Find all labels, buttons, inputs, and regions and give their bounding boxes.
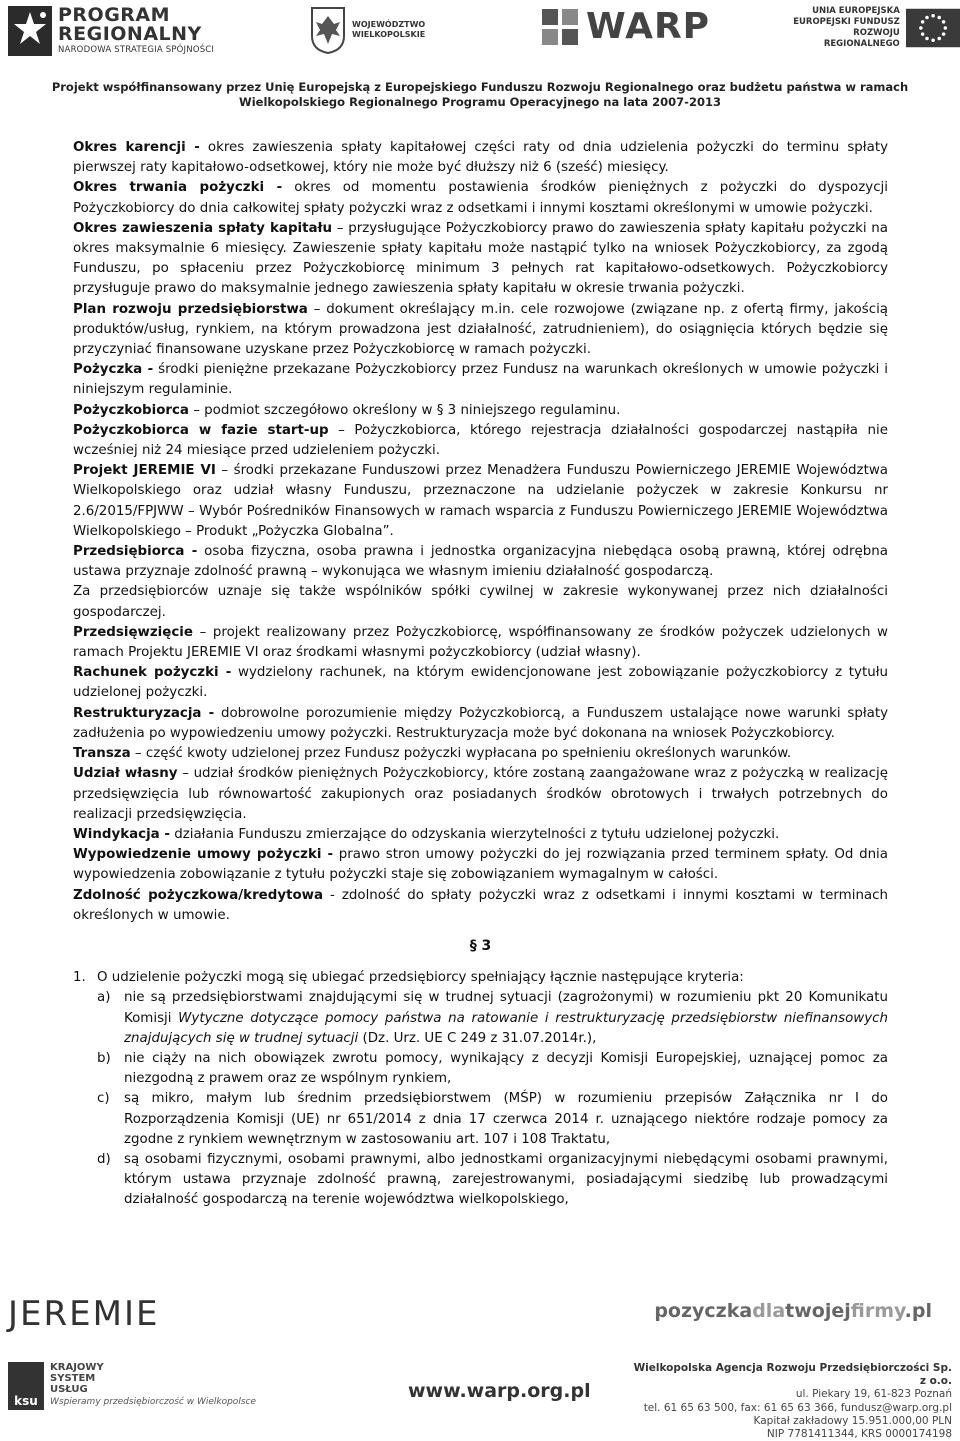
criteria-intro-text: O udzielenie pożyczki mogą się ubiegać przedsiębiorcy spełniający łącznie następujące kryteria: xyxy=(97,970,744,986)
list-item-letter: d) xyxy=(97,1151,111,1167)
definition-term: Przedsiębiorca - xyxy=(73,544,198,560)
definition-text: – projekt realizowany przez Pożyczkobiorcę, współfinansowany ze środków pożyczek udzielonych w ramach Projektu JEREMIE VI oraz środkami własnymi pożyczkobiorcy (udział własny). xyxy=(73,624,888,661)
definition-text: – przysługujące Pożyczkobiorcy prawo do zawieszenia spłaty kapitału pożyczki na okres maksymalnie 6 miesięcy. Zawieszenie spłaty kapitału może nastąpić tylko na wniosek Pożyczkobiorcy, za zgodą Funduszu, po spłaceniu przez Pożyczkobiorcę minimum 3 pełnych rat kapitałowo-odsetkowych. Pożyczkobiorcy przysługuje prawo do maksymalnie jednego zawieszenia spłaty kapitału w okresie trwania pożyczki. xyxy=(73,220,888,297)
definition-item xyxy=(73,461,888,542)
unia-europejska-logo xyxy=(790,6,960,50)
definition-item xyxy=(73,764,888,825)
eagle-crest-icon xyxy=(310,6,346,54)
definition-term: Okres karencji - xyxy=(73,140,200,155)
definition-item xyxy=(73,623,888,663)
definition-term: Pożyczkobiorca xyxy=(73,402,189,418)
project-note-line2: Wielkopolskiego Regionalnego Programu Operacyjnego na lata 2007-2013 xyxy=(239,95,721,109)
company-contact: tel. 61 65 63 500, fax: 61 65 63 366, fundusz@warp.org.pl xyxy=(643,1401,952,1414)
logo-program-line2: REGIONALNY xyxy=(58,23,202,45)
definition-item xyxy=(73,300,888,361)
criteria-number: 1. xyxy=(73,970,86,986)
definition-text: dobrowolne porozumienie między Pożyczkobiorcą, a Funduszem ustalające nowe warunki spłaty zadłużenia po wypowiedzeniu umowy pożyczki. Restrukturyzacja może być dokonana na wniosek Pożyczkobiorcy. xyxy=(73,705,889,741)
definition-term: Udział własny xyxy=(73,766,178,782)
project-note-line1: Projekt współfinansowany przez Unię Europejską z Europejskiego Funduszu Rozwoju Regionalnego oraz budżetu państwa w ramach xyxy=(51,80,909,94)
document-body xyxy=(73,138,888,1211)
definition-text: – środki przekazane Funduszowi przez Menadżera Funduszu Powierniczego JEREMIE Województwa Wielkopolskiego oraz udział własny Funduszu, przeznaczone na udzielanie pożyczek w zakresie Konkursu nr 2.6/2015/FPJWW – Wybór Pośredników Finansowych w ramach wsparcia z Funduszu Powierniczego JEREMIE Województwa Wielkopolskiego – Produkt „Pożyczka Globalna”. xyxy=(73,463,888,539)
definition-item xyxy=(73,825,888,845)
definition-text: działania Funduszu zmierzające do odzyskania wierzytelności z tytułu udzielonej pożyczki. xyxy=(169,826,780,842)
definition-item xyxy=(73,542,888,582)
company-capital: Kapitał zakładowy 15.951.000,00 PLN xyxy=(753,1414,952,1427)
definition-text: – podmiot szczegółowo określony w § 3 niniejszego regulaminu. xyxy=(188,402,621,418)
definitions-list xyxy=(73,138,888,926)
definition-item xyxy=(73,360,888,400)
company-street: ul. Piekary 19, 61-823 Poznań xyxy=(795,1388,952,1401)
page-footer xyxy=(0,1280,960,1441)
list-item-text: są mikro, małym lub średnim przedsiębiorstwem (MŚP) w rozumieniu przepisów Załącznika nr I do Rozporządzenia Komisji (UE) nr 651/2014 z dnia 17 czerwca 2014 r. uznającego niektóre rodzaje pomocy za zgodne z rynkiem wewnętrznym w zastosowaniu art. 107 i 108 Traktatu, xyxy=(124,1091,888,1147)
definition-term: Projekt JEREMIE VI xyxy=(73,463,216,479)
eu-flag-icon xyxy=(906,6,960,50)
definition-item xyxy=(73,219,888,300)
definition-text: – dokument określający m.in. cele rozwojowe (związane np. z ofertą firmy, jakością produktów/usług, rynkiem, na którym prowadzona jest działalność, zatrudnieniem), do osiągnięcia których będzie się przyczyniać finansowane uzyskane przez Pożyczkobiorcę w ramach pożyczki. xyxy=(73,301,889,358)
warp-logo xyxy=(540,6,710,47)
definition-term: Restrukturyzacja - xyxy=(73,705,215,721)
list-item-letter: c) xyxy=(97,1091,110,1107)
definition-text: środki pieniężne przekazane Pożyczkobiorcy przez Fundusz na warunkach określonych w umowie pożyczki i niniejszym regulaminie. xyxy=(73,362,888,398)
definition-term: Transza xyxy=(73,746,131,762)
definition-term: Pożyczka - xyxy=(73,362,154,378)
logo-program-line3: NARODOWA STRATEGIA SPÓJNOŚCI xyxy=(58,45,215,55)
definition-item xyxy=(73,421,888,461)
list-item-text: nie ciąży na nich obowiązek zwrotu pomocy, wynikający z decyzji Komisji Europejskiej, uznającej pomoc za niezgodną z prawem oraz ze wspólnym rynkiem, xyxy=(124,1050,888,1087)
definition-text: prawo stron umowy pożyczki do jej rozwiązania przed terminem spłaty. Od dnia wypowiedzenia zobowiązanie z tytułu pożyczki staje się zobowiązaniem wymagalnym w całości. xyxy=(73,847,888,883)
definition-term: Windykacja - xyxy=(73,826,170,842)
definition-text: – część kwoty udzielonej przez Fundusz pożyczki wypłacana po spełnieniu określonych warunków. xyxy=(130,746,792,762)
definition-text: – udział środków pieniężnych Pożyczkobiorcy, które zostaną zaangażowane wraz z pożyczką w realizację przedsięwzięcia lub równowartość zakupionych oraz posiadanych środków obrotowych i trwałych potrzebnych do realizacji przedsięwzięcia. xyxy=(73,766,888,822)
section-heading: § 3 xyxy=(469,937,492,954)
list-item xyxy=(97,1049,888,1089)
list-item-letter: b) xyxy=(97,1050,111,1066)
logo-ue-line1: UNIA EUROPEJSKA xyxy=(812,6,900,16)
list-item-letter: a) xyxy=(97,990,111,1006)
pozyczka-website-logo: pozyczkadlatwojejfirmy.pl xyxy=(654,1300,932,1322)
logo-bar xyxy=(0,0,960,70)
definition-item xyxy=(73,704,888,744)
program-regionalny-logo xyxy=(8,6,214,56)
list-item xyxy=(97,1150,888,1211)
criteria-intro xyxy=(73,968,888,988)
definition-item xyxy=(73,138,888,178)
definition-term: Plan rozwoju przedsiębiorstwa xyxy=(73,301,308,317)
page-header xyxy=(0,0,960,115)
definition-item xyxy=(73,178,888,218)
definition-term: Okres zawieszenia spłaty kapitału xyxy=(73,220,333,236)
list-item xyxy=(97,988,888,1049)
list-item xyxy=(97,1089,888,1150)
definition-term: Rachunek pożyczki - xyxy=(73,665,232,681)
definition-item xyxy=(73,886,888,926)
definition-text: okres od momentu postawienia środków pieniężnych z pożyczki do dyspozycji Pożyczkobiorcy do dnia całkowitej spłaty pożyczki wraz z odsetkami i innymi kosztami określonymi w umowie pożyczki. xyxy=(73,180,889,216)
logo-wojewodztwo-line1: WOJEWÓDZTWO xyxy=(352,20,426,29)
warp-mark-icon xyxy=(540,7,580,47)
definition-term: Przedsięwzięcie xyxy=(73,624,193,640)
jeremie-logo: JEREMIE xyxy=(8,1294,160,1334)
criteria-sublist xyxy=(97,988,888,1210)
program-regionalny-star-icon xyxy=(8,6,52,56)
definition-item xyxy=(73,401,888,421)
definition-item xyxy=(73,582,888,622)
website-url[interactable]: www.warp.org.pl xyxy=(408,1380,591,1402)
definition-item xyxy=(73,663,888,703)
logo-program-line1: PROGRAM xyxy=(58,4,171,26)
logo-warp-text: WARP xyxy=(586,6,711,47)
definition-term: Pożyczkobiorca w fazie start-up xyxy=(73,422,329,438)
logo-wojewodztwo-line2: WIELKOPOLSKIE xyxy=(352,30,426,39)
company-name: Wielkopolska Agencja Rozwoju Przedsiębiorczości Sp. z o.o. xyxy=(633,1362,952,1388)
definition-text: wydzielony rachunek, na którym ewidencjonowane jest zobowiązanie pożyczkobiorcy z tytułu udzielonej pożyczki. xyxy=(73,665,888,701)
definition-term: Wypowiedzenie umowy pożyczki - xyxy=(73,847,334,863)
definition-item xyxy=(73,845,888,885)
definition-text: – Pożyczkobiorca, którego rejestracja działalności gospodarczej nastąpiła nie wcześniej niż 24 miesiące przed udzieleniem pożyczki. xyxy=(73,422,888,459)
ksu-mark-icon: ksu xyxy=(8,1362,44,1410)
project-cofinancing-note xyxy=(0,80,960,110)
wojewodztwo-logo xyxy=(310,6,425,54)
logo-ue-line3: ROZWOJU REGIONALNEGO xyxy=(823,28,900,49)
company-address xyxy=(632,1362,952,1441)
logo-ue-line2: EUROPEJSKI FUNDUSZ xyxy=(793,17,900,27)
company-registry: NIP 7781411344, KRS 0000174198 xyxy=(766,1428,952,1441)
definition-text: osoba fizyczna, osoba prawna i jednostka organizacyjna niebędąca osobą prawną, której odrębna ustawa przyznaje zdolność prawną – wykonująca we własnym imieniu działalność gospodarczą. xyxy=(73,544,888,580)
definition-text: okres zawieszenia spłaty kapitałowej części raty od dnia udzielenia pożyczki do terminu spłaty pierwszej raty kapitałowo-odsetkowej, który nie może być dłuższy niż 6 (sześć) miesięcy. xyxy=(73,140,888,176)
list-item-text: nie są przedsiębiorstwami znajdującymi się w trudnej sytuacji (zagrożonymi) w rozumieniu pkt 20 Komunikatu Komisji Wytyczne dotyczące pomocy państwa na ratowanie i restrukturyzację przedsiębiorstw niefinansowych znajdujących się w trudnej sytuacji (Dz. Urz. UE C 249 z 31.07.2014r.), xyxy=(124,990,888,1046)
criteria-list xyxy=(73,968,888,1210)
definition-item xyxy=(73,744,888,764)
ksu-logo: ksu KRAJOWY SYSTEM USŁUG Wspieramy przedsiębiorczość w Wielkopolsce xyxy=(8,1362,256,1410)
definition-term: Zdolność pożyczkowa/kredytowa xyxy=(73,887,324,903)
definition-term: Okres trwania pożyczki - xyxy=(73,180,283,196)
definition-text: Za przedsiębiorców uznaje się także wspólników spółki cywilnej w zakresie wykonywanej przez nich działalności gospodarczej. xyxy=(73,584,888,620)
list-item-text: są osobami fizycznymi, osobami prawnymi, albo jednostkami organizacyjnymi niebędącymi osobami prawnymi, którym ustawa przyznaje zdolność prawną, zarejestrowanymi, posiadającymi siedzibę lub prowadzącymi działalność gospodarczą na terenie województwa wielkopolskiego, xyxy=(124,1151,888,1208)
definition-text: - zdolność do spłaty pożyczki wraz z odsetkami i innymi kosztami w terminach określonych w umowie. xyxy=(73,887,888,923)
